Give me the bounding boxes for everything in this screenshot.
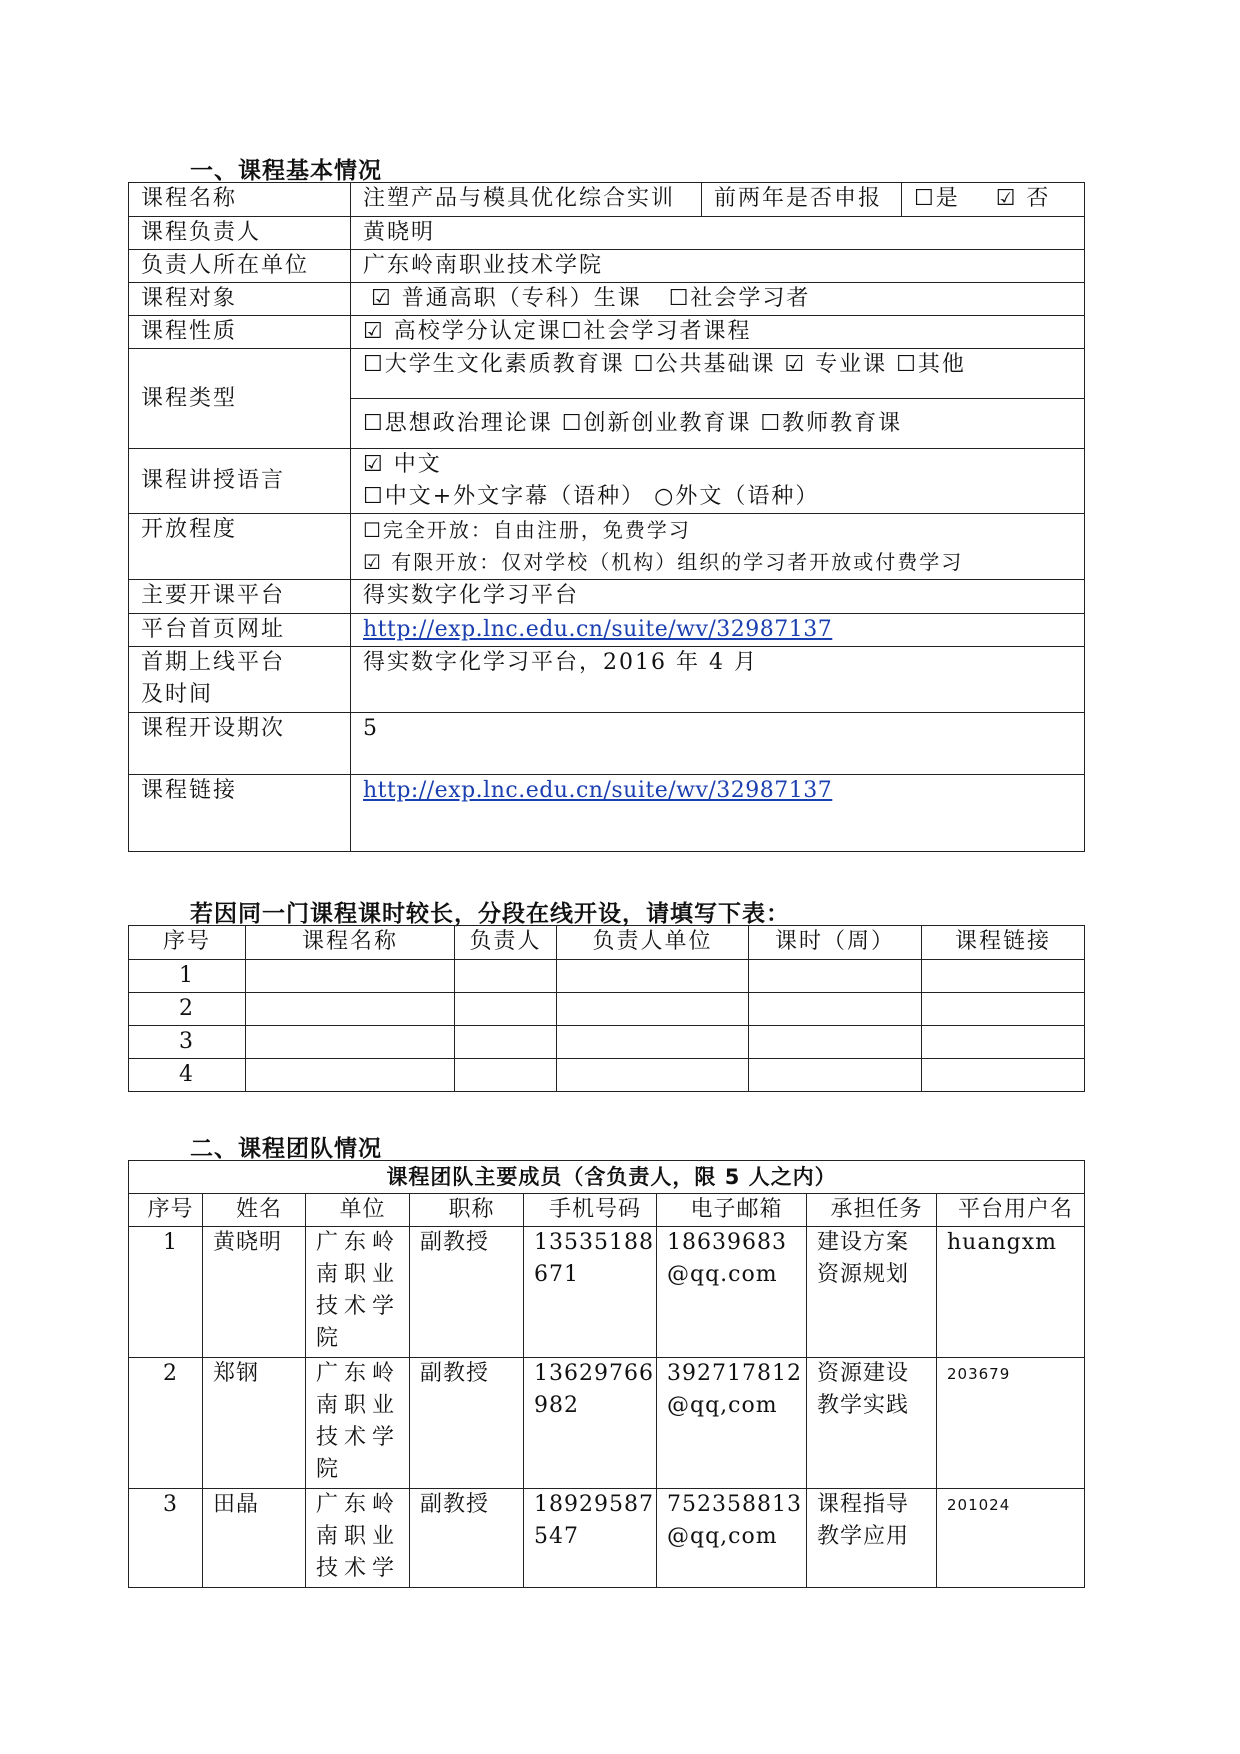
segments-title: 若因同一门课程课时较长，分段在线开设，请填写下表： [190,901,790,927]
first-launch-label-line1: 首期上线平台 [141,650,286,675]
openness-options [351,514,1085,580]
table-row [129,960,1085,993]
course-target-options [351,283,1085,316]
team-header-no: 序号 [129,1194,203,1227]
homepage-url-cell [351,614,1085,647]
seg-row-no: 3 [129,1026,246,1059]
member-username: huangxm [937,1227,1085,1358]
table-row [129,1358,1085,1489]
course-type-line1: ☐大学生文化素质教育课 ☐公共基础课 ☑ 专业课 ☐其他 [351,349,1085,399]
member-email: 392717812@qq,com [657,1358,807,1489]
seg-header-hours: 课时（周） [749,926,922,960]
prev-no-checkbox[interactable]: ☑ 否 [995,186,1051,211]
course-name-value: 注塑产品与模具优化综合实训 [351,183,702,217]
member-no: 2 [129,1358,203,1489]
team-header-name: 姓名 [203,1194,306,1227]
seg-header-link: 课程链接 [922,926,1085,960]
member-task-line2: 资源规划 [817,1262,910,1287]
team-header-unit: 单位 [306,1194,410,1227]
member-username: 201024 [937,1489,1085,1588]
section1-title: 一、课程基本情况 [190,158,382,184]
seg-cell[interactable] [749,1059,922,1092]
table-row [129,1026,1085,1059]
member-task-line1: 资源建设 [817,1361,910,1386]
course-nature-options: ☑ 高校学分认定课☐社会学习者课程 [351,316,1085,349]
course-nature-label: 课程性质 [129,316,351,349]
seg-header-unit: 负责人单位 [557,926,749,960]
member-title: 副教授 [410,1489,524,1588]
table-row [129,1489,1085,1588]
seg-cell[interactable] [246,1059,455,1092]
seg-cell[interactable] [749,1026,922,1059]
basic-info-table [128,182,1085,852]
language-label: 课程讲授语言 [129,449,351,514]
member-name: 郑钢 [203,1358,306,1489]
seg-row-no: 4 [129,1059,246,1092]
member-title: 副教授 [410,1358,524,1489]
table-row [129,993,1085,1026]
seg-cell[interactable] [557,1059,749,1092]
member-username: 203679 [937,1358,1085,1489]
seg-header-name: 课程名称 [246,926,455,960]
team-header-title: 职称 [410,1194,524,1227]
member-phone: 18929587547 [524,1489,657,1588]
prev-declared-label: 前两年是否申报 [702,183,902,217]
language-options [351,449,1085,514]
member-unit: 广东岭南职业技术学 [306,1489,410,1588]
member-phone: 13629766982 [524,1358,657,1489]
seg-cell[interactable] [455,960,557,993]
team-table [128,1160,1085,1588]
table-row [129,1227,1085,1358]
target-social-checkbox[interactable]: ☐社会学习者 [668,286,811,311]
platform-label: 主要开课平台 [129,580,351,614]
homepage-url-label: 平台首页网址 [129,614,351,647]
team-header-username: 平台用户名 [937,1194,1085,1227]
openness-full-checkbox[interactable]: ☐完全开放：自由注册，免费学习 [363,518,691,542]
member-name: 黄晓明 [203,1227,306,1358]
lead-unit-value: 广东岭南职业技术学院 [351,250,1085,283]
course-terms-value: 5 [351,713,1085,775]
member-title: 副教授 [410,1227,524,1358]
prev-yes-checkbox[interactable]: ☐是 [914,186,960,211]
member-task [807,1489,937,1588]
course-terms-label: 课程开设期次 [129,713,351,775]
course-link-label: 课程链接 [129,775,351,852]
seg-cell[interactable] [455,1059,557,1092]
course-name-label: 课程名称 [129,183,351,217]
member-task-line2: 教学应用 [817,1524,910,1549]
member-task-line1: 建设方案 [817,1230,910,1255]
course-link-cell [351,775,1085,852]
member-task-line1: 课程指导 [817,1492,910,1517]
member-name: 田晶 [203,1489,306,1588]
language-subtitle-checkbox[interactable]: ☐中文+外文字幕（语种） ○外文（语种） [363,484,820,509]
member-task [807,1358,937,1489]
course-link[interactable]: http://exp.lnc.edu.cn/suite/wv/32987137 [363,778,833,803]
seg-cell[interactable] [455,993,557,1026]
team-header-email: 电子邮箱 [657,1194,807,1227]
first-launch-label [129,647,351,713]
member-no: 3 [129,1489,203,1588]
seg-header-lead: 负责人 [455,926,557,960]
openness-label: 开放程度 [129,514,351,580]
seg-cell[interactable] [922,960,1085,993]
table-row [129,1059,1085,1092]
team-header-task: 承担任务 [807,1194,937,1227]
seg-row-no: 1 [129,960,246,993]
course-lead-value: 黄晓明 [351,217,1085,250]
seg-cell[interactable] [246,993,455,1026]
section2-title: 二、课程团队情况 [190,1136,382,1162]
seg-cell[interactable] [557,960,749,993]
member-task [807,1227,937,1358]
seg-cell[interactable] [922,1059,1085,1092]
seg-cell[interactable] [922,1026,1085,1059]
course-type-line2: ☐思想政治理论课 ☐创新创业教育课 ☐教师教育课 [351,399,1085,449]
prev-declared-options [902,183,1085,217]
homepage-url-link[interactable]: http://exp.lnc.edu.cn/suite/wv/32987137 [363,617,833,642]
member-task-line2: 教学实践 [817,1393,910,1418]
seg-cell[interactable] [749,993,922,1026]
member-email: 752358813@qq,com [657,1489,807,1588]
target-vocational-checkbox[interactable]: ☑ 普通高职（专科）生课 [371,286,642,311]
member-unit: 广东岭南职业技术学院 [306,1227,410,1358]
course-type-label: 课程类型 [129,349,351,449]
member-unit: 广东岭南职业技术学院 [306,1358,410,1489]
course-lead-label: 课程负责人 [129,217,351,250]
first-launch-value: 得实数字化学习平台，2016 年 4 月 [351,647,1085,713]
seg-cell[interactable] [749,960,922,993]
team-table-title: 课程团队主要成员（含负责人，限 5 人之内） [129,1161,1085,1194]
course-target-label: 课程对象 [129,283,351,316]
lead-unit-label: 负责人所在单位 [129,250,351,283]
segments-table [128,925,1085,1092]
language-chinese-checkbox[interactable]: ☑ 中文 [363,452,442,477]
seg-cell[interactable] [246,960,455,993]
seg-row-no: 2 [129,993,246,1026]
first-launch-label-line2: 及时间 [141,682,214,707]
seg-cell[interactable] [557,1026,749,1059]
member-no: 1 [129,1227,203,1358]
seg-header-no: 序号 [129,926,246,960]
member-email: 18639683@qq.com [657,1227,807,1358]
seg-cell[interactable] [455,1026,557,1059]
member-phone: 13535188671 [524,1227,657,1358]
platform-value: 得实数字化学习平台 [351,580,1085,614]
seg-cell[interactable] [246,1026,455,1059]
seg-cell[interactable] [922,993,1085,1026]
seg-cell[interactable] [557,993,749,1026]
team-header-phone: 手机号码 [524,1194,657,1227]
openness-limited-checkbox[interactable]: ☑ 有限开放：仅对学校（机构）组织的学习者开放或付费学习 [363,550,964,574]
